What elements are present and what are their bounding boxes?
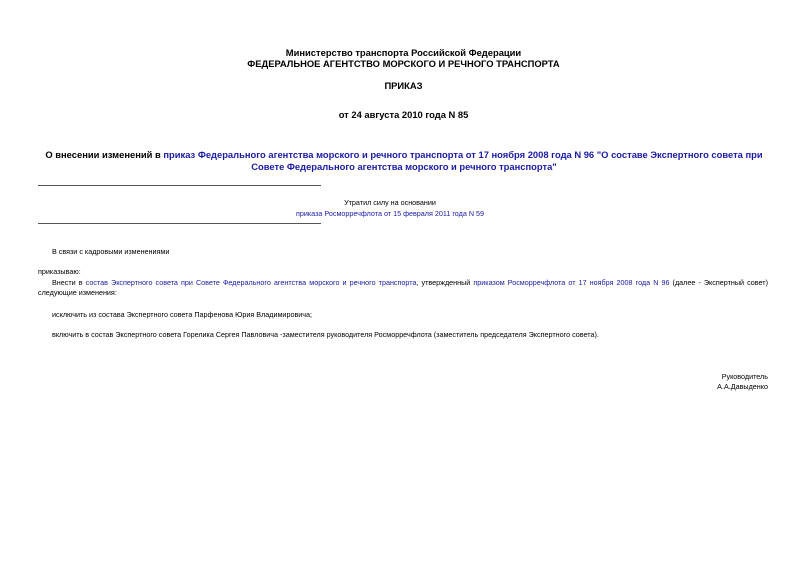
include-paragraph: включить в состав Экспертного совета Горелика Сергея Павловича -заместителя руководителя Росморречфлота (заместитель председателя Экспертного совета). — [52, 330, 599, 339]
divider-bottom — [38, 223, 321, 224]
order-date-number: от 24 августа 2010 года N 85 — [338, 109, 469, 120]
amend-link-council[interactable]: состав Экспертного совета при Совете Федерального агентства морского и речного транспорта — [85, 278, 417, 287]
subject-prefix: О внесении изменений в — [45, 149, 164, 160]
signature-title: Руководитель — [721, 372, 768, 381]
order-word: приказываю: — [38, 267, 81, 276]
exclude-paragraph: исключить из состава Экспертного совета Парфенова Юрия Владимировича; — [52, 310, 313, 319]
ministry-name: Министерство транспорта Российской Федерации — [285, 47, 522, 58]
repeal-link[interactable]: приказа Росморречфлота от 15 февраля 2011 года N 59 — [295, 209, 485, 218]
signature-name: А.А.Давыденко — [717, 382, 768, 391]
subject-link[interactable]: приказ Федерального агентства морского и речного транспорта от 17 ноября 2008 года N 96 "О составе Экспертного совета при Совете Федерального агентства морского и речного транспорта" — [163, 149, 763, 172]
reason-paragraph: В связи с кадровыми изменениями — [52, 247, 170, 256]
document-header — [0, 47, 807, 69]
repeal-link-line — [200, 208, 580, 219]
order-subject — [38, 149, 770, 173]
amend-prefix: Внести в — [52, 278, 86, 287]
repeal-note: Утратил силу на основании — [344, 198, 436, 207]
amend-suffix: (далее - Экспертный совет) следующие изменения: — [38, 278, 768, 297]
amend-mid: , утвержденный — [416, 278, 474, 287]
agency-name: ФЕДЕРАЛЬНОЕ АГЕНТСТВО МОРСКОГО И РЕЧНОГО ТРАНСПОРТА — [247, 58, 560, 69]
amend-paragraph — [38, 278, 768, 298]
document-type: ПРИКАЗ — [384, 80, 423, 91]
divider-top — [38, 185, 321, 186]
amend-link-order[interactable]: приказом Росморречфлота от 17 ноября 2008 года N 96 — [473, 278, 670, 287]
